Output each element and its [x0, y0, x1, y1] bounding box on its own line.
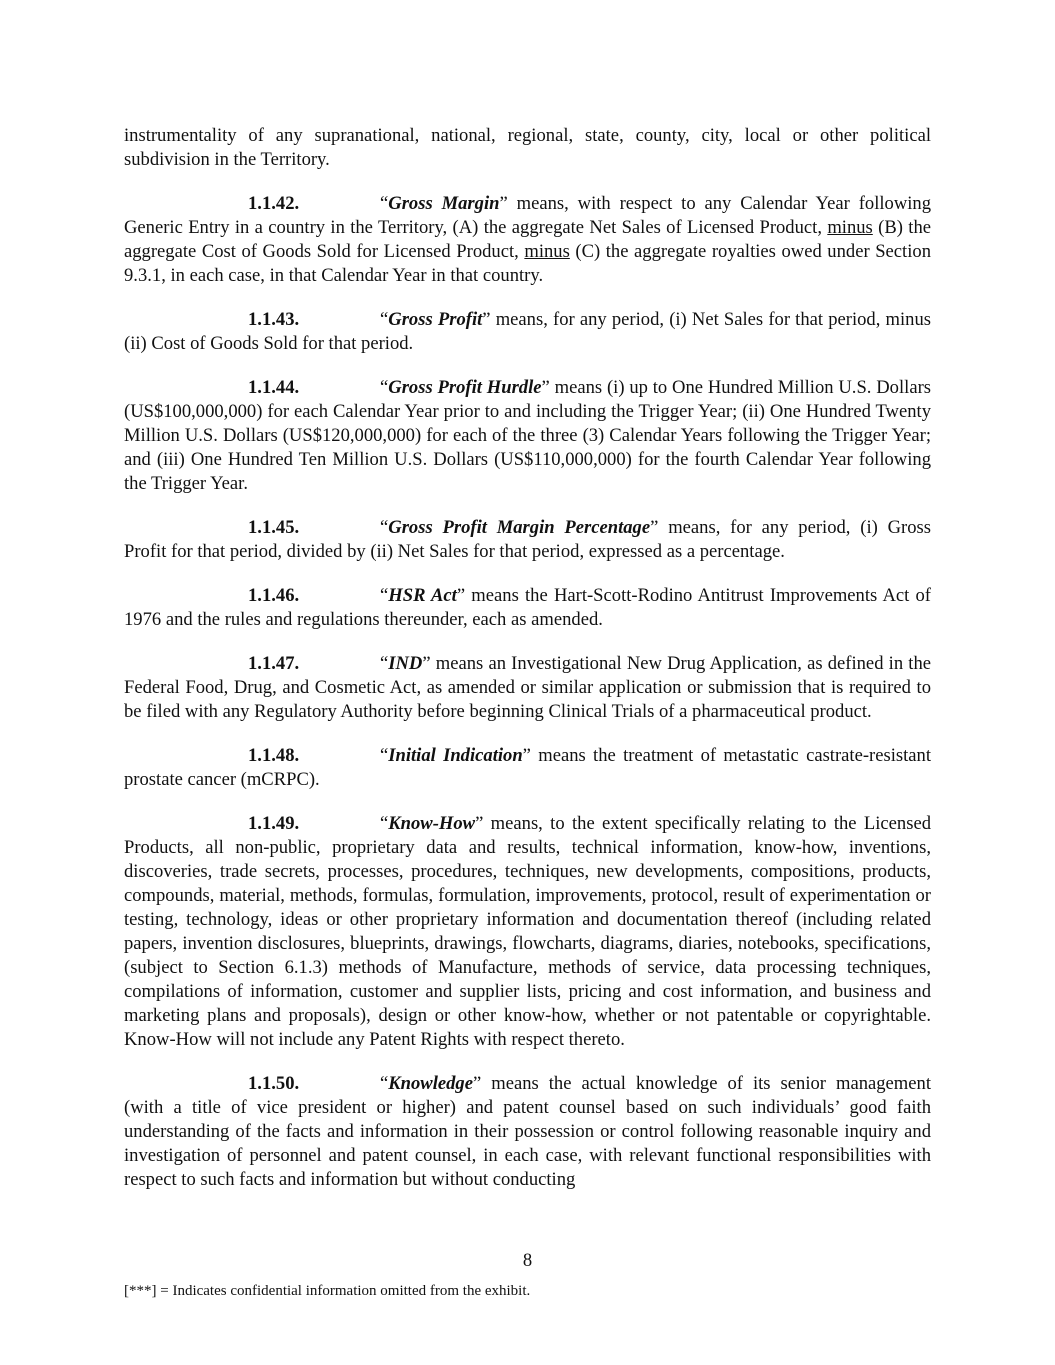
page-number: 8: [522, 1250, 533, 1271]
definition-text: means the actual knowledge of its senior management (with a title of vice president or higher) and patent counsel based on such individuals’ good faith understanding of the facts and information in their possession or control following reasonable inquiry and investigation of personnel and patent counsel, in each case, with relevant functional responsibilities with respect to such facts and information but without conducting: [124, 1073, 931, 1190]
section-number: 1.1.49.: [248, 813, 300, 834]
definition-1-1-47: 1.1.47. “IND” means an Investigational New Drug Application, as defined in the Federal Food, Drug, and Cosmetic Act, as amended or similar application or submission that is required to be filed with any Regulatory Authority before beginning Clinical Trials of a pharmaceutical product.: [124, 653, 931, 722]
defined-term: IND: [388, 653, 423, 674]
defined-term: Gross Profit Hurdle: [388, 377, 542, 398]
section-number: 1.1.43.: [248, 309, 300, 330]
definition-text: means, with respect to any Calendar Year following Generic Entry in a country in the Territory, (A) the aggregate Net Sales of Licensed Product,: [124, 193, 932, 238]
definition-1-1-46: 1.1.46. “HSR Act” means the Hart-Scott-Rodino Antitrust Improvements Act of 1976 and the rules and regulations thereunder, each as amended.: [124, 585, 931, 630]
definition-1-1-50: 1.1.50. “Knowledge” means the actual knowledge of its senior management (with a title of vice president or higher) and patent counsel based on such individuals’ good faith understanding of the facts and information in their possession or control following reasonable inquiry and investigation of personnel and patent counsel, in each case, with relevant functional responsibilities with respect to such facts and information but without conducting: [124, 1073, 931, 1190]
defined-term: Gross Profit: [388, 309, 483, 330]
defined-term: Knowledge: [388, 1073, 473, 1094]
definition-1-1-43: 1.1.43. “Gross Profit” means, for any period, (i) Net Sales for that period, minus (ii) Cost of Goods Sold for that period.: [124, 309, 931, 354]
definition-text: means the treatment of metastatic castrate-resistant prostate cancer (mCRPC).: [124, 745, 931, 790]
defined-term: Gross Profit Margin Percentage: [388, 517, 651, 538]
definition-text: means (i) up to One Hundred Million U.S. Dollars (US$100,000,000) for each Calendar Year prior to and including the Trigger Year; (ii) One Hundred Twenty Million U.S. Dollars (US$120,000,000) for each of the three (3) Calendar Years following the Trigger Year; and (iii) One Hundred Ten Million U.S. Dollars (US$110,000,000) for the fourth Calendar Year following the Trigger Year.: [124, 377, 931, 494]
definition-1-1-45: 1.1.45. “Gross Profit Margin Percentage” means, for any period, (i) Gross Profit for that period, divided by (ii) Net Sales for that period, expressed as a percentage.: [124, 517, 932, 562]
definition-1-1-48: 1.1.48. “Initial Indication” means the treatment of metastatic castrate-resistant prostate cancer (mCRPC).: [124, 745, 931, 790]
definition-text: means an Investigational New Drug Application, as defined in the Federal Food, Drug, and Cosmetic Act, as amended or similar application or submission that is required to be filed with any Regulatory Authority before beginning Clinical Trials of a pharmaceutical product.: [124, 653, 931, 722]
definition-1-1-44: 1.1.44. “Gross Profit Hurdle” means (i) up to One Hundred Million U.S. Dollars (US$100,000,000) for each Calendar Year prior to and including the Trigger Year; (ii) One Hundred Twenty Million U.S. Dollars (US$120,000,000) for each of the three (3) Calendar Years following the Trigger Year; and (iii) One Hundred Ten Million U.S. Dollars (US$110,000,000) for the fourth Calendar Year following the Trigger Year.: [124, 377, 931, 494]
minus-underlined: minus: [827, 217, 873, 238]
section-number: 1.1.45.: [248, 517, 300, 538]
defined-term: HSR Act: [388, 585, 457, 606]
definition-text: means, for any period, (i) Gross Profit for that period, divided by (ii) Net Sales for that period, expressed as a percentage.: [124, 517, 932, 562]
minus-underlined: minus: [524, 241, 570, 262]
section-number: 1.1.46.: [248, 585, 300, 606]
definition-text: means, to the extent specifically relating to the Licensed Products, all non-public, proprietary data and results, technical information, know-how, inventions, discoveries, trade secrets, processes, procedures, techniques, new developments, compositions, products, compounds, material, methods, formulas, formulation, improvements, protocol, result of experimentation or testing, technology, ideas or other proprietary information and documentation thereof (including related papers, invention disclosures, blueprints, drawings, flowcharts, diagrams, diaries, notebooks, specifications, (subject to Section 6.1.3) methods of Manufacture, methods of service, data processing techniques, compilations of information, customer and supplier lists, pricing and cost information, and business and marketing plans and proposals), design or other know-how, whether or not patentable or copyrightable. Know-How will not include any Patent Rights with respect thereto.: [124, 813, 931, 1050]
confidentiality-footer: [***] = Indicates confidential information omitted from the exhibit.: [124, 1283, 531, 1299]
definition-text: means, for any period, (i) Net Sales for that period, minus (ii) Cost of Goods Sold for that period.: [124, 309, 931, 354]
definition-text: (C) the aggregate royalties owed under Section 9.3.1, in each case, in that Calendar Year in that country.: [124, 241, 931, 286]
section-number: 1.1.47.: [248, 653, 300, 674]
definition-text: (B) the aggregate Cost of Goods Sold for Licensed Product,: [124, 217, 931, 262]
defined-term: Initial Indication: [388, 745, 523, 766]
section-number: 1.1.44.: [248, 377, 300, 398]
definition-1-1-49: 1.1.49. “Know-How” means, to the extent specifically relating to the Licensed Products, all non-public, proprietary data and results, technical information, know-how, inventions, discoveries, trade secrets, processes, procedures, techniques, new developments, compositions, products, compounds, material, methods, formulas, formulation, improvements, protocol, result of experimentation or testing, technology, ideas or other proprietary information and documentation thereof (including related papers, invention disclosures, blueprints, drawings, flowcharts, diagrams, diaries, notebooks, specifications, (subject to Section 6.1.3) methods of Manufacture, methods of service, data processing techniques, compilations of information, customer and supplier lists, pricing and cost information, and business and marketing plans and proposals), design or other know-how, whether or not patentable or copyrightable. Know-How will not include any Patent Rights with respect thereto.: [124, 813, 931, 1050]
intro-paragraph: instrumentality of any supranational, national, regional, state, county, city, local or other political subdivision in the Territory.: [124, 125, 931, 170]
definition-text: means the Hart-Scott-Rodino Antitrust Improvements Act of 1976 and the rules and regulations thereunder, each as amended.: [124, 585, 931, 630]
defined-term: Gross Margin: [388, 193, 500, 214]
document-page: [124, 124, 931, 1212]
definition-1-1-42: 1.1.42. “Gross Margin” means, with respect to any Calendar Year following Generic Entry in a country in the Territory, (A) the aggregate Net Sales of Licensed Product, minus (B) the aggregate Cost of Goods Sold for Licensed Product, minus (C) the aggregate royalties owed under Section 9.3.1, in each case, in that Calendar Year in that country.: [124, 193, 932, 286]
section-number: 1.1.48.: [248, 745, 300, 766]
defined-term: Know-How: [388, 813, 476, 834]
section-number: 1.1.42.: [248, 193, 300, 214]
section-number: 1.1.50.: [248, 1073, 300, 1094]
